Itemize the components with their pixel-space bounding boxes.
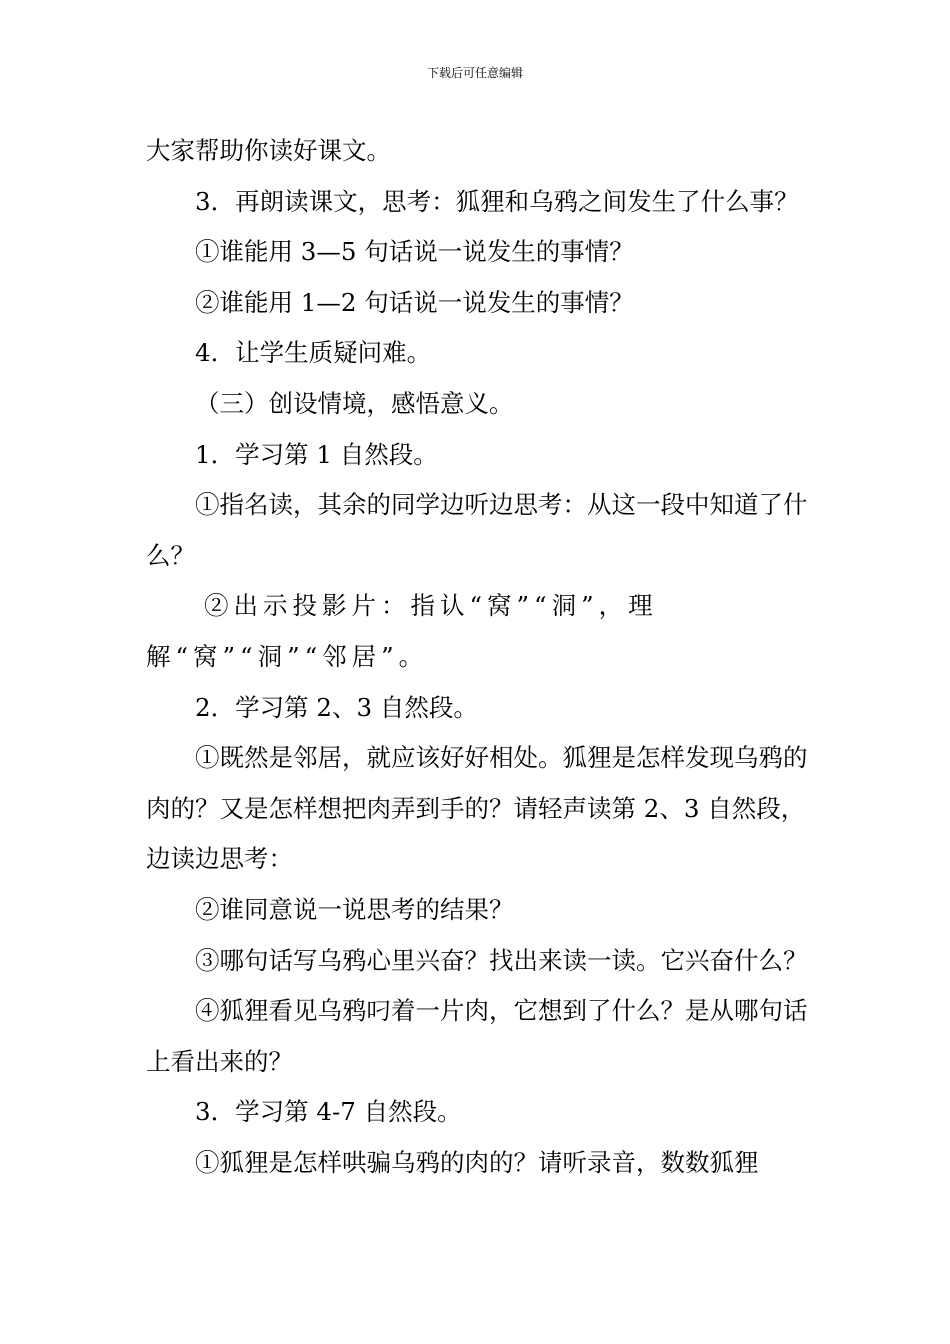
paragraph: 3．再朗读课文，思考：狐狸和乌鸦之间发生了什么事？ — [195, 186, 799, 216]
page-header: 下载后可任意编辑 — [426, 66, 523, 80]
paragraph: 大家帮助你读好课文。 — [146, 136, 391, 165]
paragraph: ④狐狸看见乌鸦叼着一片肉，它想到了什么？是从哪句话上看出来的？ — [146, 996, 808, 1076]
paragraph: ①既然是邻居，就应该好好相处。狐狸是怎样发现乌鸦的肉的？又是怎样想把肉弄到手的？请轻声读第 2、3 自然段，边读边思考： — [146, 743, 808, 874]
paragraph: 1．学习第 1 自然段。 — [195, 439, 438, 469]
paragraph: ③哪句话写乌鸦心里兴奋？找出来读一读。它兴奋什么？ — [195, 945, 808, 975]
paragraph: ②出示投影片：指认“窝”“洞”，理解“窝”“洞”“邻居”。 — [146, 591, 658, 671]
paragraph: ②谁能用 1—2 句话说一说发生的事情？ — [195, 287, 634, 317]
paragraph: 3．学习第 4-7 自然段。 — [195, 1097, 462, 1127]
paragraph: ②谁同意说一说思考的结果？ — [195, 894, 514, 924]
paragraph: ①指名读，其余的同学边听边思考：从这一段中知道了什么？ — [146, 490, 808, 570]
section-heading: （三）创设情境，感悟意义。 — [195, 388, 514, 418]
paragraph: 2．学习第 2、3 自然段。 — [195, 692, 478, 722]
document-body — [146, 126, 810, 1188]
paragraph: ①谁能用 3—5 句话说一说发生的事情？ — [195, 237, 634, 267]
paragraph: ①狐狸是怎样哄骗乌鸦的肉的？请听录音，数数狐狸 — [195, 1147, 759, 1177]
paragraph: 4．让学生质疑问难。 — [195, 338, 432, 368]
